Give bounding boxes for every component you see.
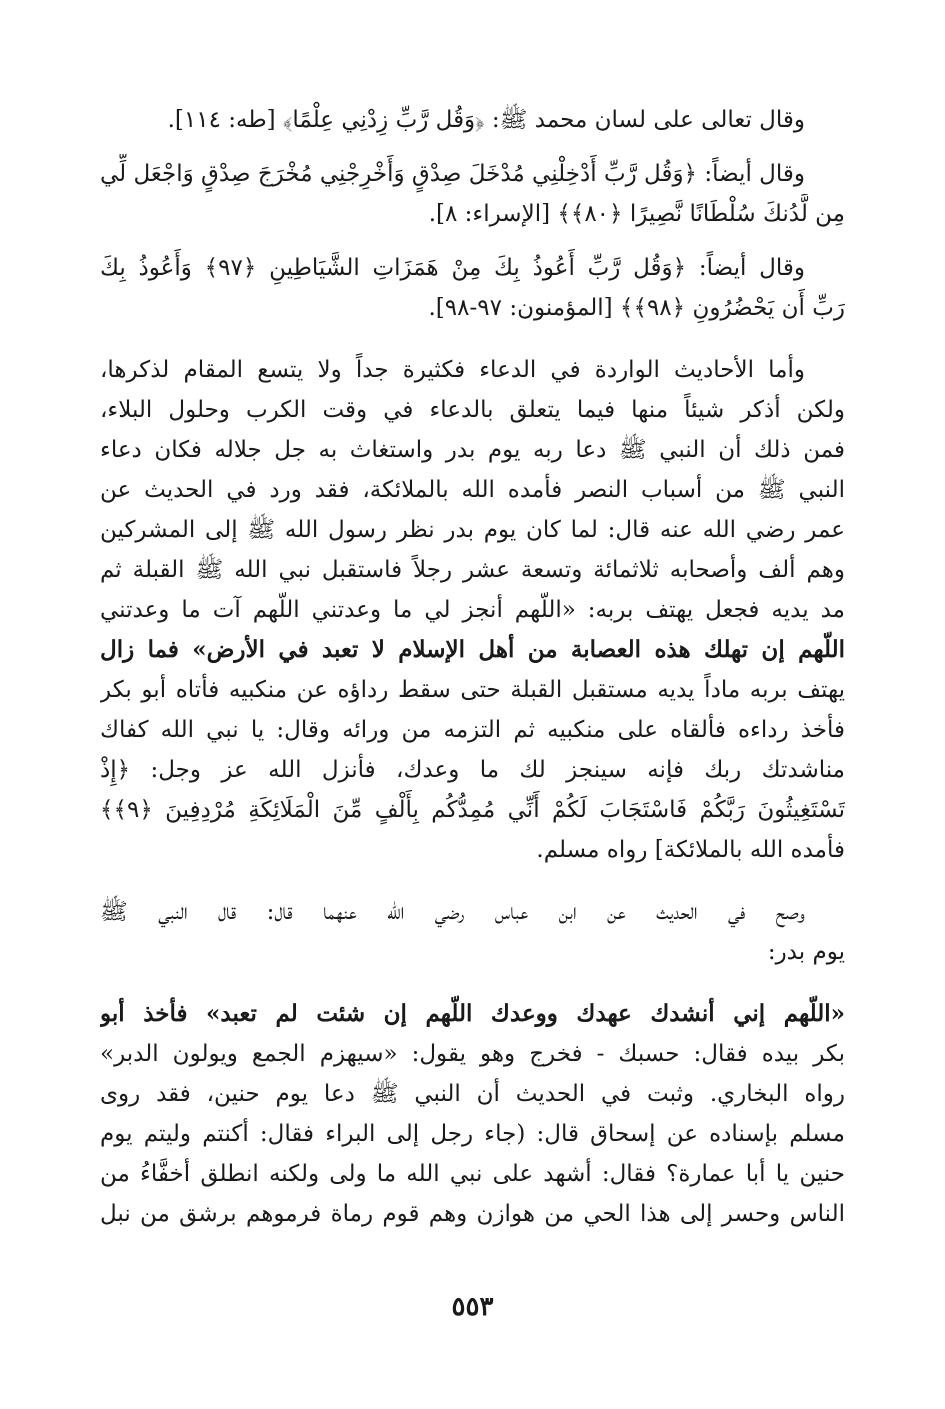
quran-citation-muminun [100, 248, 845, 328]
text-line: يوم بدر: [767, 939, 845, 965]
text-line: وقال أيضاً: ﴿وَقُل رَّبِّ أَدْخِلْنِي مُدْخَلَ صِدْقٍ وَأَخْرِجْنِي مُخْرَجَ صِدْقٍ وَاجْعَل لِّي [100, 161, 805, 187]
text-line: مسلم بإسناده عن إسحاق قال: (جاء رجل إلى البراء فقال: أكنتم وليتم يوم [100, 1121, 845, 1147]
text-line-bold: اللّهم إن تهلك هذه العصابة من أهل الإسلام لا تعبد في الأرض» فما زال [100, 636, 845, 663]
text-line: ولكن أذكر شيئاً منها فيما يتعلق بالدعاء في وقت الكرب وحلول البلاء، [100, 397, 845, 423]
text-line: مد يديه فجعل يهتف بربه: «اللّهم أنجز لي ما وعدتني اللّهم آت ما وعدتني [100, 597, 845, 623]
text-line: الناس وحسر إلى هذا الحي من هوازن وهم قوم رماة فرموهم برشق من نبل [100, 1201, 845, 1227]
text-line: وهم ألف وأصحابه ثلاثمائة وتسعة عشر رجلاً فاستقبل نبي الله ﷺ القبلة ثم [100, 557, 845, 583]
text-line: فأخذ رداءه فألقاه على منكبيه ثم التزمه من ورائه وقال: يا نبي الله كفاك [100, 717, 845, 743]
text-line: وصح في الحديث عن ابن عباس رضي الله عنهما قال: قال النبي ﷺ [100, 899, 805, 925]
text-line: وأما الأحاديث الواردة في الدعاء فكثيرة جداً ولا يتسع المقام لذكرها، [100, 357, 805, 383]
quran-citation-taha [100, 100, 845, 140]
text-line: وقال تعالى على لسان محمد ﷺ: ﴿وَقُل رَّبِّ زِدْنِي عِلْمًا﴾ [طه: ١١٤]. [167, 107, 805, 133]
hadith-ibn-abbas-intro [100, 892, 845, 972]
text-line: حنين يا أبا عمارة؟ فقال: أشهد على نبي الله ما ولى ولكنه انطلق أخفَّاءُ من [100, 1161, 845, 1187]
text-line: فمن ذلك أن النبي ﷺ دعا ربه يوم بدر واستغاث به جل جلاله فكان دعاء [100, 437, 845, 463]
hadith-badr-paragraph [100, 350, 845, 870]
text-line: وقال أيضاً: ﴿وَقُل رَّبِّ أَعُوذُ بِكَ مِنْ هَمَزَاتِ الشَّيَاطِينِ ﴿٩٧﴾ وَأَعُوذُ بِكَ [100, 255, 805, 281]
text-line: بكر بيده فقال: حسبك - فخرج وهو يقول: «سيهزم الجمع ويولون الدبر» [100, 1041, 845, 1067]
text-line: رواه البخاري. وثبت في الحديث أن النبي ﷺ دعا يوم حنين، فقد روى [100, 1081, 845, 1107]
page-number: ٥٥٣ [451, 1292, 494, 1322]
text-line: يهتف بربه ماداً يديه مستقبل القبلة حتى سقط رداؤه عن منكبيه فأتاه أبو بكر [100, 677, 845, 703]
text-line: رَبِّ أَن يَحْضُرُونِ ﴿٩٨﴾﴾ [المؤمنون: ٩٧-٩٨]. [428, 295, 845, 321]
text-line: النبي ﷺ من أسباب النصر فأمده الله بالملائكة، فقد ورد في الحديث عن [100, 477, 845, 503]
text-line: تَسْتَغِيثُونَ رَبَّكُمْ فَاسْتَجَابَ لَكُمْ أَنِّي مُمِدُّكُم بِأَلْفٍ مِّنَ الْمَلَائِكَةِ مُرْدِفِينَ ﴿٩﴾﴾ [100, 797, 845, 823]
text-line: مِن لَّدُنكَ سُلْطَانًا نَّصِيرًا ﴿٨٠﴾﴾ [الإسراء: ٨]. [428, 201, 845, 227]
hadith-ibn-abbas-text [100, 994, 845, 1234]
text-line-bold: «اللّهم إني أنشدك عهدك ووعدك اللّهم إن شئت لم تعبد» فأخذ أبو [100, 1000, 845, 1027]
quran-citation-isra [100, 154, 845, 234]
text-line: عمر رضي الله عنه قال: لما كان يوم بدر نظر رسول الله ﷺ إلى المشركين [100, 517, 845, 543]
text-line: فأمده الله بالملائكة] رواه مسلم. [536, 837, 845, 863]
text-line: مناشدتك ربك فإنه سينجز لك ما وعدك، فأنزل الله عز وجل: ﴿إِذْ [100, 757, 845, 783]
